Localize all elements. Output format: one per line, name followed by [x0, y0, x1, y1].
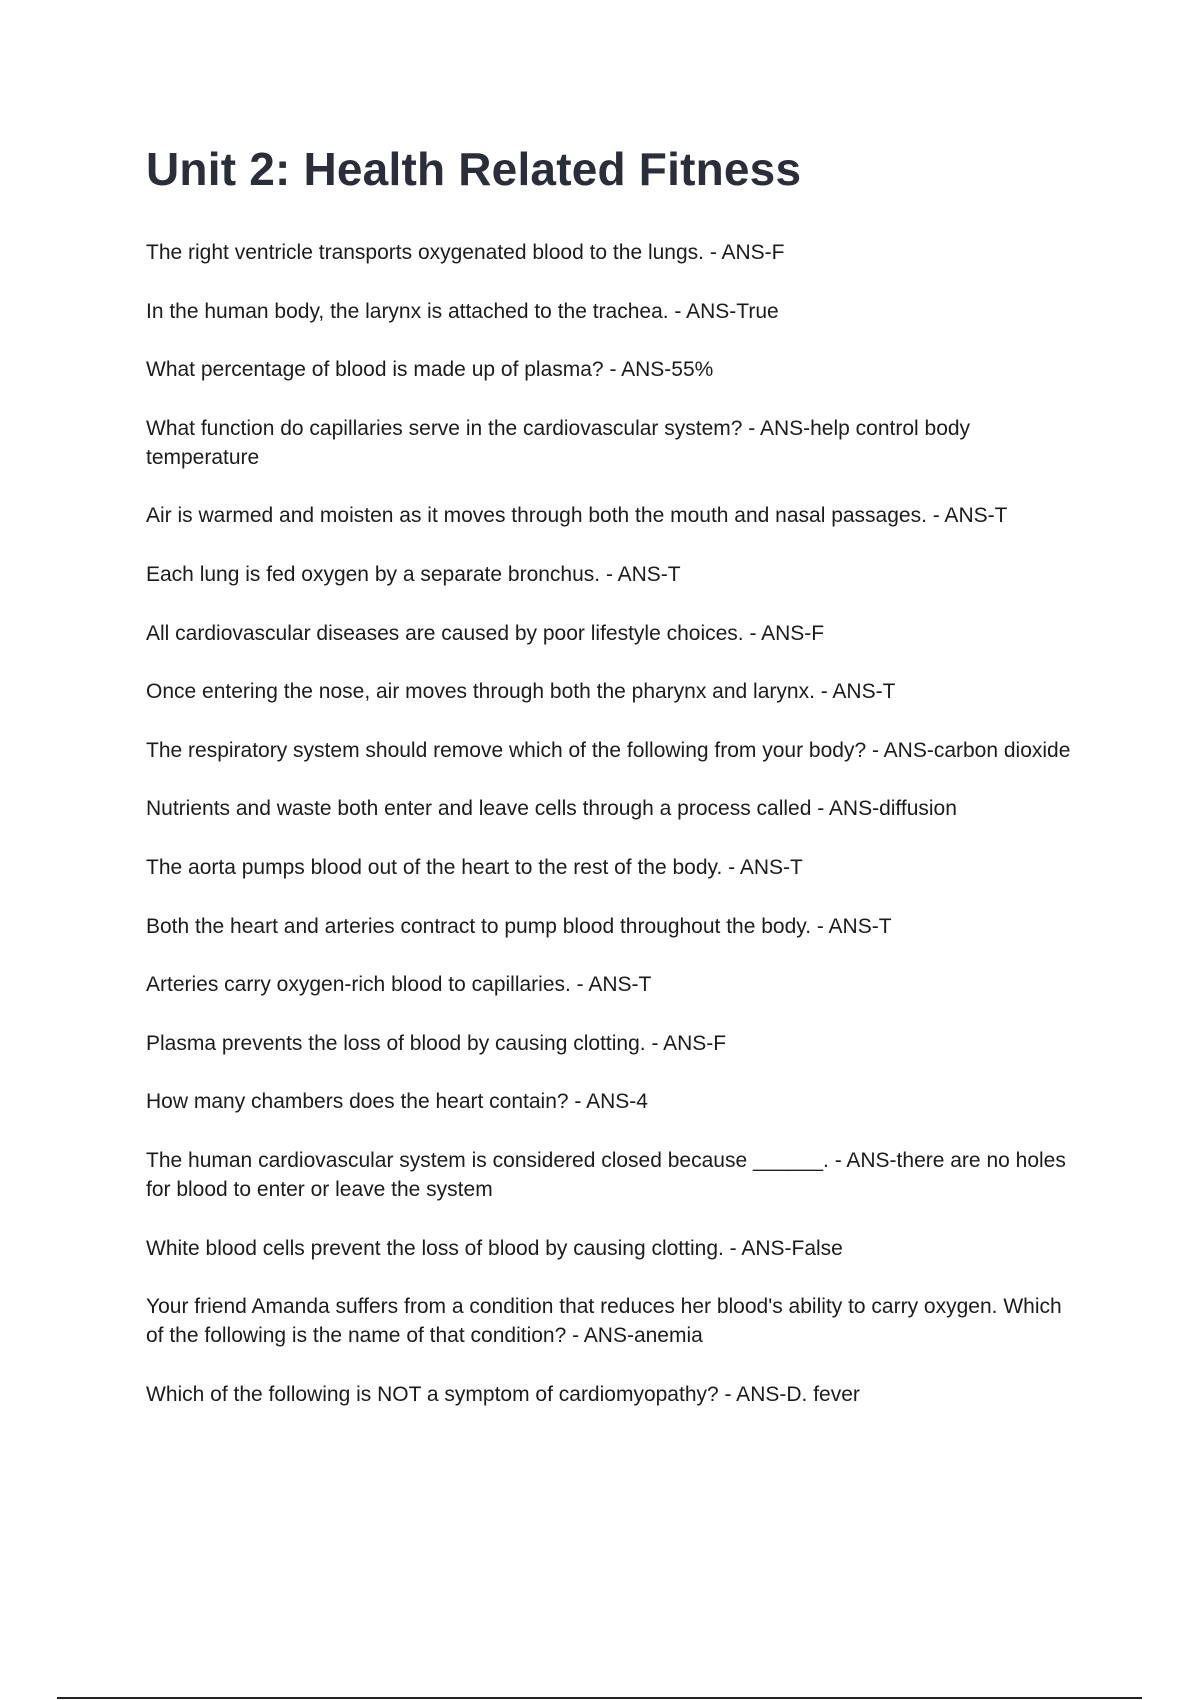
qa-item: What function do capillaries serve in the cardiovascular system? - ANS-help control body temperature — [146, 416, 971, 469]
qa-item: In the human body, the larynx is attached to the trachea. - ANS-True — [146, 299, 779, 323]
qa-item: Plasma prevents the loss of blood by causing clotting. - ANS-F — [146, 1031, 727, 1055]
qa-item: Both the heart and arteries contract to pump blood throughout the body. - ANS-T — [146, 914, 892, 938]
qa-item: What percentage of blood is made up of plasma? - ANS-55% — [146, 358, 714, 382]
footer-divider — [57, 1697, 1142, 1699]
qa-item: The human cardiovascular system is considered closed because ______. - ANS-there are no holes for blood to enter or leave the system — [146, 1148, 1066, 1201]
qa-item: Which of the following is NOT a symptom of cardiomyopathy? - ANS-D. fever — [146, 1382, 860, 1406]
question-answer-list — [146, 238, 1076, 1438]
qa-item: All cardiovascular diseases are caused by poor lifestyle choices. - ANS-F — [146, 621, 825, 645]
qa-item: The right ventricle transports oxygenated blood to the lungs. - ANS-F — [146, 241, 785, 264]
qa-item: The respiratory system should remove which of the following from your body? - ANS-carbon dioxide — [146, 738, 1071, 762]
qa-item: Your friend Amanda suffers from a condition that reduces her blood's ability to carry oxygen. Which of the following is the name of that condition? - ANS-anemia — [146, 1295, 1062, 1348]
qa-item: Nutrients and waste both enter and leave cells through a process called - ANS-diffusion — [146, 797, 957, 821]
qa-item: How many chambers does the heart contain? - ANS-4 — [146, 1090, 648, 1114]
qa-item: Once entering the nose, air moves through both the pharynx and larynx. - ANS-T — [146, 680, 896, 704]
qa-item: White blood cells prevent the loss of blood by causing clotting. - ANS-False — [146, 1236, 843, 1260]
qa-item: Arteries carry oxygen-rich blood to capillaries. - ANS-T — [146, 973, 652, 997]
page-title: Unit 2: Health Related Fitness — [146, 143, 802, 195]
qa-item: Each lung is fed oxygen by a separate bronchus. - ANS-T — [146, 562, 681, 586]
qa-item: The aorta pumps blood out of the heart to the rest of the body. - ANS-T — [146, 855, 803, 879]
qa-item: Air is warmed and moisten as it moves through both the mouth and nasal passages. - ANS-T — [146, 504, 1008, 528]
